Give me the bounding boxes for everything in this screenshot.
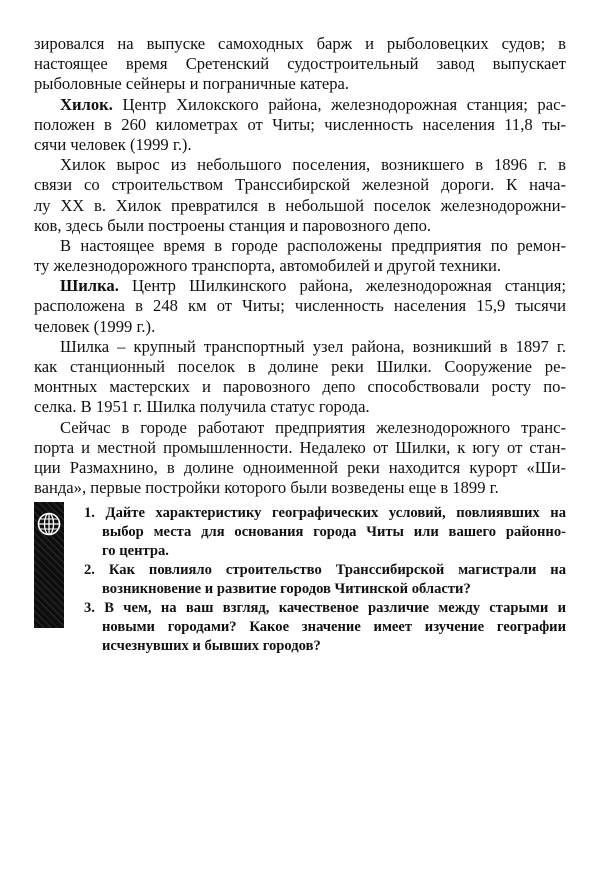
text-line (34, 317, 566, 337)
line-text: человек (1999 г.). (34, 316, 156, 336)
line-text: Шилка – крупный транспортный узел района, возникший в 1897 г. (60, 336, 566, 356)
line-text: настоящее время Сретенский судостроительный завод выпускает (34, 54, 566, 74)
line-text: зировался на выпуске самоходных барж и рыболовецких судов; в (34, 34, 566, 53)
line-text: Центр Шилкинского района, железнодорожная станция; (118, 276, 566, 296)
question-line: выбор места для основания города Читы или вашего районно- (102, 524, 566, 540)
text-line (34, 296, 566, 316)
line-text: ков, здесь были построены станция и паровозного депо. (34, 215, 432, 235)
question-line: 3. В чем, на ваш взгляд, качественое различие между старыми и (84, 600, 566, 616)
text-line (34, 236, 566, 256)
question-line: новыми городами? Какое значение имеет изучение географии (102, 619, 566, 635)
line-text: Хилок вырос из небольшого поселения, возникшего в 1896 г. в (60, 155, 566, 175)
line-text: Центр Хилокского района, железнодорожная станция; рас- (112, 94, 566, 114)
text-line (34, 478, 566, 498)
line-text: лу XX в. Хилок превратился в небольшой поселок железнодорожни- (34, 195, 566, 215)
question-line: го центра. (102, 543, 169, 559)
place-name: Хилок. (60, 94, 113, 114)
place-name: Шилка. (60, 276, 119, 296)
question-line: 1. Дайте характеристику географических условий, повлиявших на (84, 505, 566, 521)
line-text: порта и местной промышленности. Недалеко от Шилки, к югу от стан- (34, 437, 566, 457)
question-line: исчезнувших и бывших городов? (102, 638, 321, 654)
line-text: селка. В 1951 г. Шилка получила статус города. (34, 397, 370, 417)
line-text: монтных мастерских и паровозного депо способствовали росту по- (34, 377, 566, 397)
question-item (84, 504, 566, 561)
text-line (34, 438, 566, 458)
text-line (34, 95, 566, 115)
line-text: Сейчас в городе работают предприятия железнодорожного транс- (60, 417, 566, 437)
question-line: возникновение и развитие городов Читинской области? (102, 581, 471, 597)
text-line (34, 357, 566, 377)
line-text: как станционный поселок в долине реки Шилки. Сооружение ре- (34, 357, 566, 376)
text-line (34, 135, 566, 155)
question-item (84, 561, 566, 599)
line-text: связи со строительством Транссибирской железной дороги. К нача- (34, 175, 566, 195)
paragraph (34, 155, 566, 236)
questions-list (84, 504, 566, 656)
paragraph (34, 95, 566, 156)
paragraph (34, 34, 566, 95)
text-line (34, 458, 566, 478)
line-text: сячи человек (1999 г.). (34, 134, 192, 154)
paragraph (34, 418, 566, 499)
text-line (34, 115, 566, 135)
question-line: 2. Как повлияло строительство Транссибирской магистрали на (84, 562, 566, 578)
body-text (34, 34, 566, 498)
question-item (84, 599, 566, 656)
line-text: ванда», первые постройки которого были возведены еще в 1899 г. (34, 478, 499, 498)
questions-marker-strip (34, 502, 64, 628)
text-line (34, 54, 566, 74)
line-text: ту железнодорожного транспорта, автомобилей и другой техники. (34, 256, 502, 276)
text-line (34, 196, 566, 216)
text-line (34, 256, 566, 276)
text-line (34, 377, 566, 397)
review-questions (34, 502, 566, 654)
globe-icon (37, 512, 61, 536)
line-text: ции Размахнино, в долине одноименной реки находится курорт «Ши- (34, 457, 566, 477)
text-line (34, 216, 566, 236)
text-line (34, 175, 566, 195)
line-text: положен в 260 километрах от Читы; численность населения 11,8 ты- (34, 114, 566, 134)
line-text: В настоящее время в городе расположены предприятия по ремон- (60, 235, 566, 255)
line-text: рыболовные сейнеры и пограничные катера. (34, 74, 350, 94)
paragraph (34, 276, 566, 337)
text-line (34, 34, 566, 54)
text-line (34, 337, 566, 357)
text-line (34, 397, 566, 417)
paragraph (34, 236, 566, 276)
text-line (34, 155, 566, 175)
line-text: расположена в 248 км от Читы; численность населения 15,9 тысячи (34, 296, 566, 316)
text-line (34, 276, 566, 296)
paragraph (34, 337, 566, 418)
text-line (34, 74, 566, 94)
text-line (34, 418, 566, 438)
